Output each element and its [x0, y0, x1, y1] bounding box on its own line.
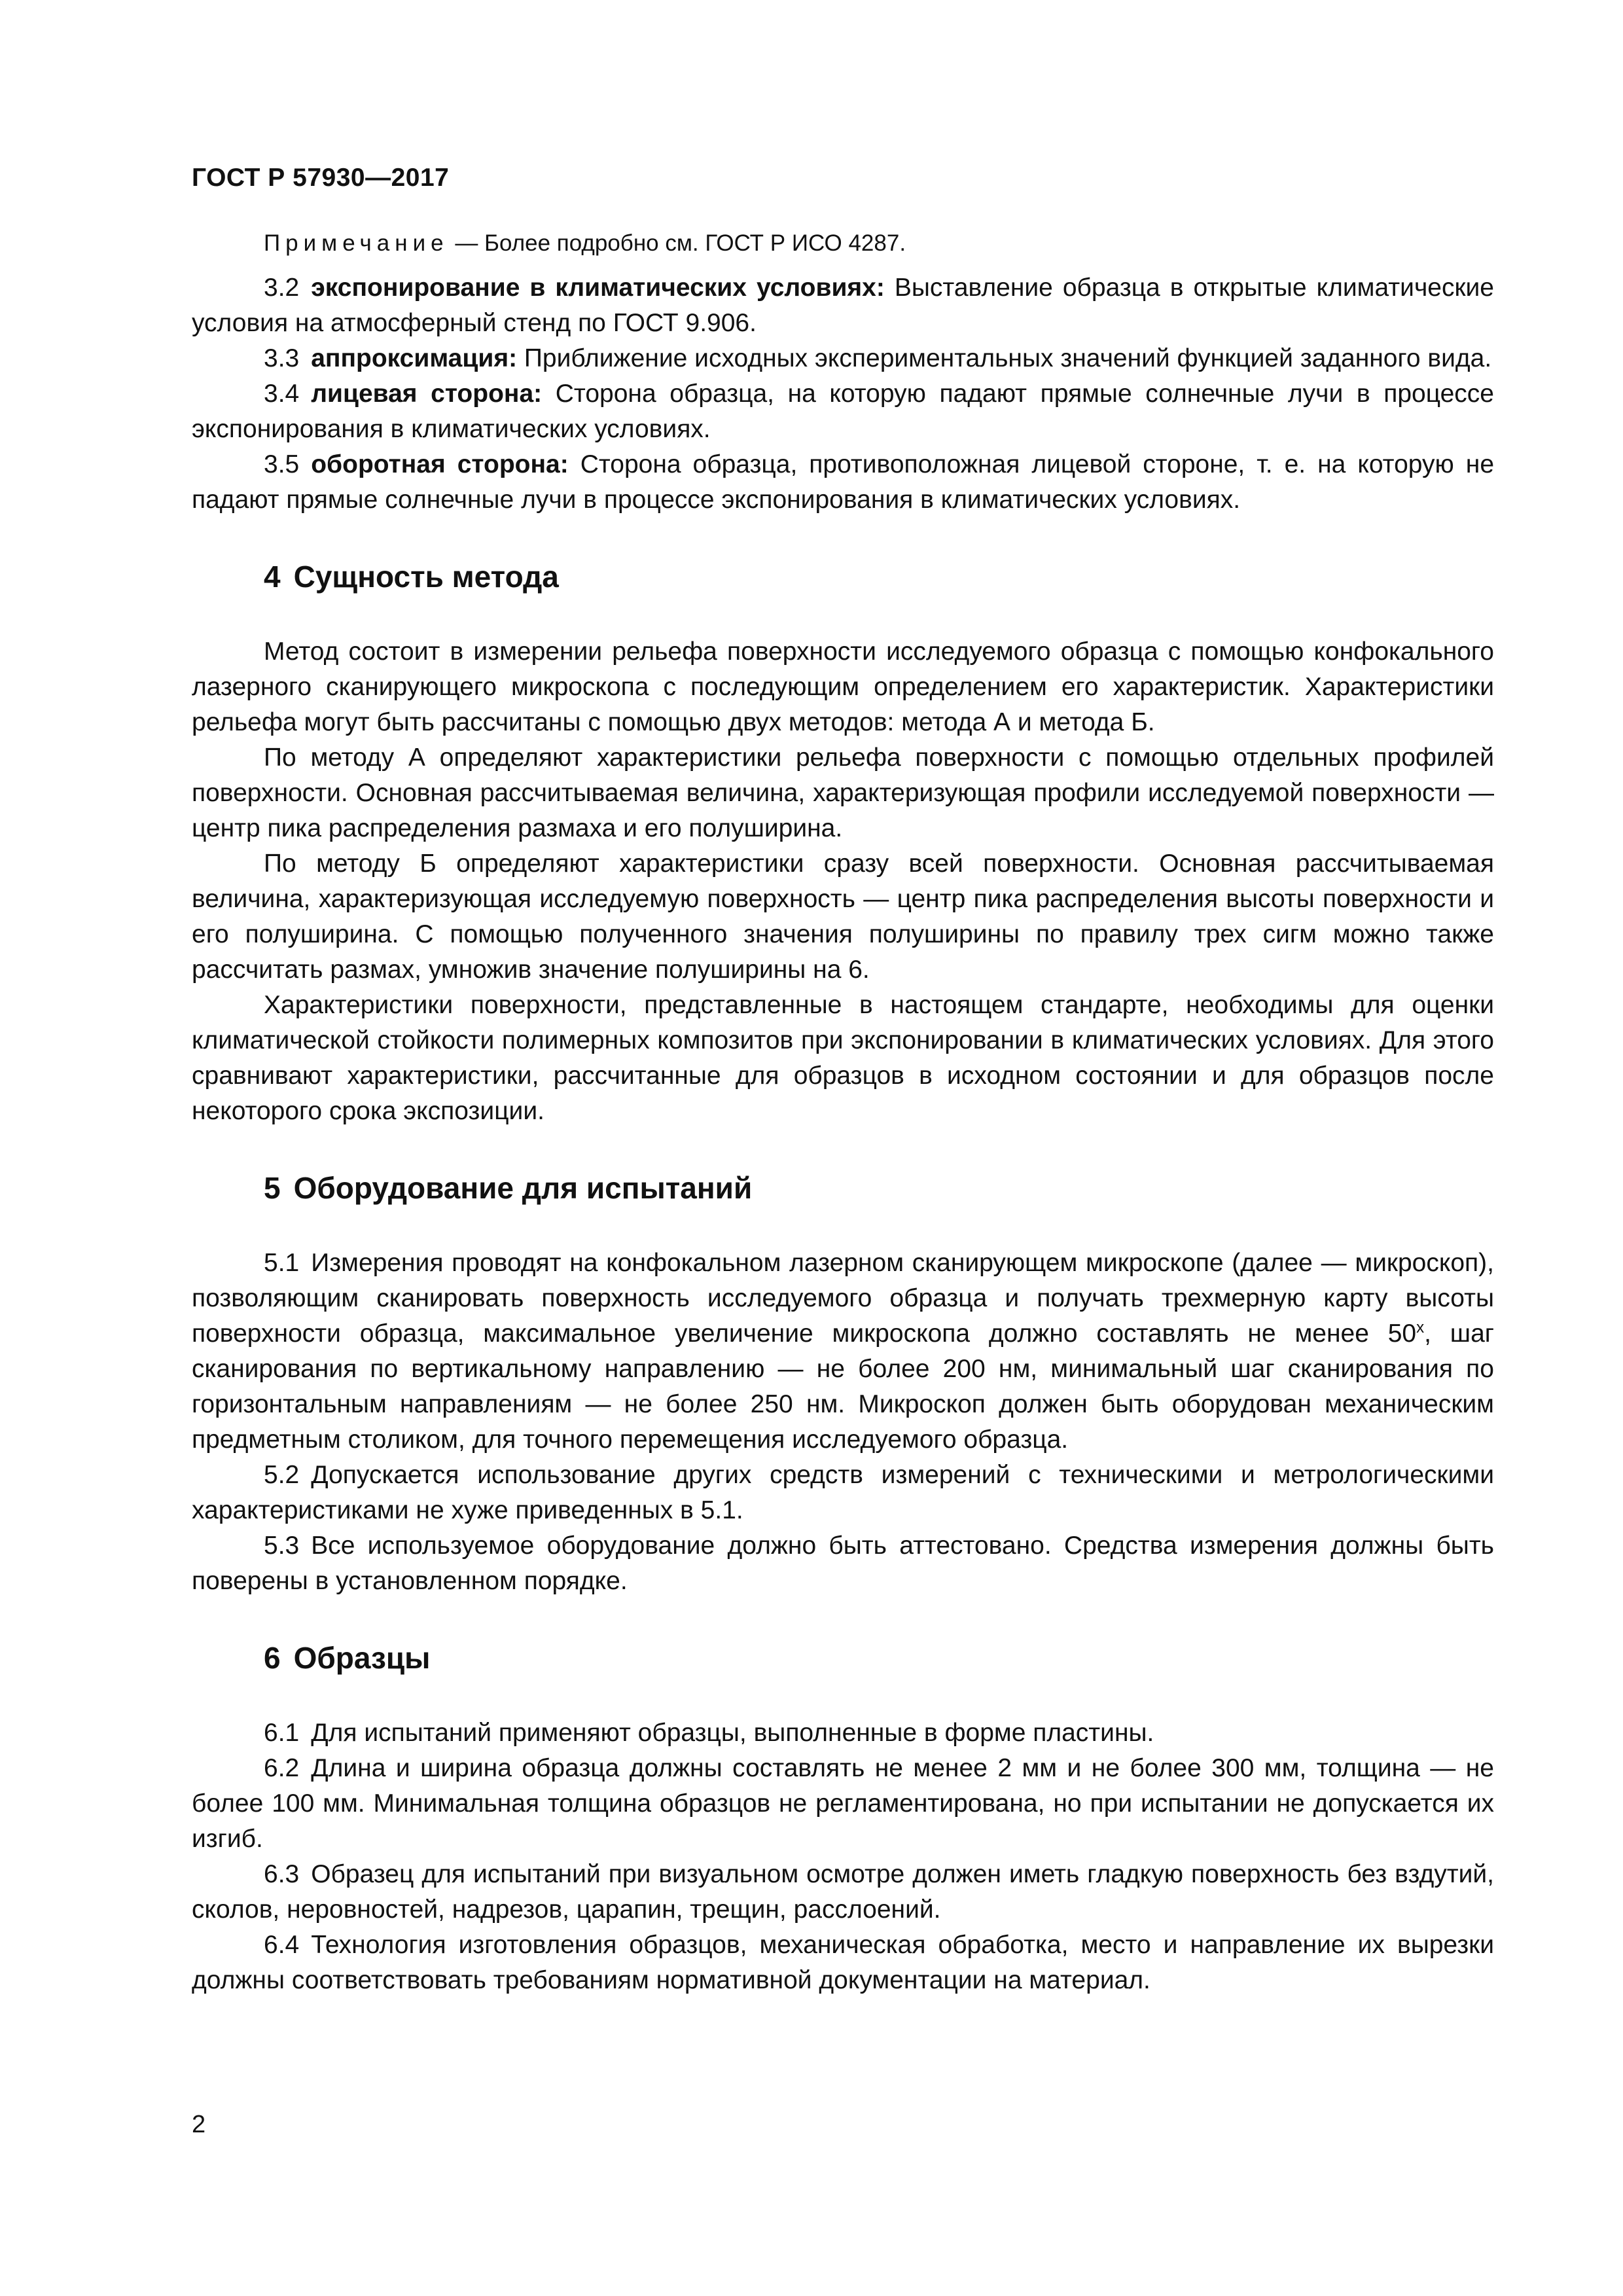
clause-number: 6.3 [264, 1860, 300, 1888]
clause-number: 5.1 [264, 1249, 300, 1277]
clause-number: 3.5 [264, 450, 300, 478]
clause-number: 3.3 [264, 344, 300, 372]
clause-6-4 [192, 1928, 1494, 1998]
clause-number: 6.2 [264, 1754, 300, 1782]
definition-3-5 [192, 447, 1494, 518]
document-header: ГОСТ Р 57930—2017 [192, 164, 450, 192]
clause-5-1 [192, 1246, 1494, 1458]
clause-number: 6.4 [264, 1931, 300, 1959]
section-4-paragraph: Характеристики поверхности, представленные в настоящем стандарте, необходимы для оценки климатической стойкости полимерных композитов при экспонировании в климатических условиях. Для этого сравнивают характеристики, рассчитанные для образцов в исходном состоянии и для образцов после некоторого срока экспозиции. [192, 991, 1494, 1125]
term: аппроксимация: [311, 344, 518, 372]
definition-text: Приближение исходных экспериментальных значений функцией заданного вида. [517, 344, 1492, 372]
clause-text: , шаг сканирования по вертикальному направлению — не более 200 нм, минимальный шаг сканирования по горизонтальным направлениям — не более 250 нм. Микроскоп должен быть оборудован механическим предметным столиком, для точного перемещения исследуемого образца. [192, 1319, 1495, 1454]
clause-text: Технология изготовления образцов, механическая обработка, место и направление их вырезки должны соответствовать требованиям нормативной документации на материал. [192, 1931, 1494, 1994]
clause-number: 3.2 [264, 274, 300, 302]
definition-3-4 [192, 376, 1494, 447]
clause-number: 5.2 [264, 1461, 300, 1489]
clause-text: Все используемое оборудование должно быть аттестовано. Средства измерения должны быть поверены в установленном порядке. [192, 1532, 1494, 1595]
clause-number: 6.1 [264, 1719, 300, 1747]
definition-text: Сторона образца, противоположная лицевой стороне, т. е. на которую не падают прямые солнечные лучи в процессе экспонирования в климатических условиях. [192, 450, 1495, 514]
section-4-paragraph: По методу Б определяют характеристики сразу всей поверхности. Основная рассчитываемая величина, характеризующая исследуемую поверхность — центр пика распределения высоты поверхности и его полуширина. С помощью полученного значения полуширины по правилу трех сигм можно также рассчитать размах, умножив значение полуширины на 6. [192, 850, 1494, 984]
clause-text: Длина и ширина образца должны составлять не менее 2 мм и не более 300 мм, толщина — не более 100 мм. Минимальная толщина образцов не регламентирована, но при испытании не допускается их изгиб. [192, 1754, 1494, 1853]
term: лицевая сторона: [311, 380, 543, 408]
section-4-paragraph: По методу А определяют характеристики рельефа поверхности с помощью отдельных профилей поверхности. Основная рассчитываемая величина, характеризующая профили исследуемой поверхности — центр пика распределения размаха и его полуширина. [192, 744, 1494, 842]
clause-text: Допускается использование других средств измерений с техническими и метрологическими характеристиками не хуже приведенных в 5.1. [192, 1461, 1494, 1524]
note [192, 226, 1494, 261]
section-5-heading [264, 1168, 1494, 1208]
definition-text: Выставление образца в открытые климатические условия на атмосферный стенд по ГОСТ 9.906. [192, 274, 1494, 337]
clause-6-3 [192, 1857, 1494, 1928]
note-text: — Более подробно см. ГОСТ Р ИСО 4287. [448, 230, 906, 256]
clause-6-1 [192, 1715, 1494, 1751]
clause-number: 3.4 [264, 380, 300, 408]
clause-text: Образец для испытаний при визуальном осмотре должен иметь гладкую поверхность без вздутий, сколов, неровностей, надрезов, царапин, трещин, расслоений. [192, 1860, 1494, 1924]
section-number: 5 [264, 1171, 281, 1205]
clause-text: Для испытаний применяют образцы, выполненные в форме пластины. [311, 1719, 1154, 1747]
section-4-paragraph: Метод состоит в измерении рельефа поверхности исследуемого образца с помощью конфокального лазерного сканирующего микроскопа с последующим определением его характеристик. Характеристики рельефа могут быть рассчитаны с помощью двух методов: метода А и метода Б. [192, 637, 1494, 736]
clause-number: 5.3 [264, 1532, 300, 1560]
section-number: 6 [264, 1641, 281, 1675]
page-content [192, 226, 1494, 1998]
section-6-heading [264, 1638, 1494, 1677]
clause-5-3 [192, 1528, 1494, 1599]
note-label: Примечание [264, 230, 449, 256]
clause-6-2 [192, 1751, 1494, 1857]
superscript-x: x [1416, 1319, 1425, 1336]
definition-3-3 [192, 341, 1494, 376]
section-number: 4 [264, 560, 281, 594]
section-4-heading [264, 557, 1494, 596]
definition-text: Сторона образца, на которую падают прямые солнечные лучи в процессе экспонирования в климатических условиях. [192, 380, 1494, 443]
term: оборотная сторона: [311, 450, 569, 478]
section-title: Образцы [293, 1641, 431, 1675]
clause-text: Измерения проводят на конфокальном лазерном сканирующем микроскопе (далее — микроскоп), позволяющим сканировать поверхность исследуемого образца и получать трехмерную карту высоты поверхности образца, максимальное увеличение микроскопа должно составлять не менее 50 [192, 1249, 1494, 1348]
definition-3-2 [192, 270, 1494, 341]
clause-5-2 [192, 1458, 1494, 1528]
page-number: 2 [192, 2111, 206, 2138]
term: экспонирование в климатических условиях: [311, 274, 885, 302]
section-title: Сущность метода [293, 560, 559, 594]
section-title: Оборудование для испытаний [293, 1171, 753, 1205]
